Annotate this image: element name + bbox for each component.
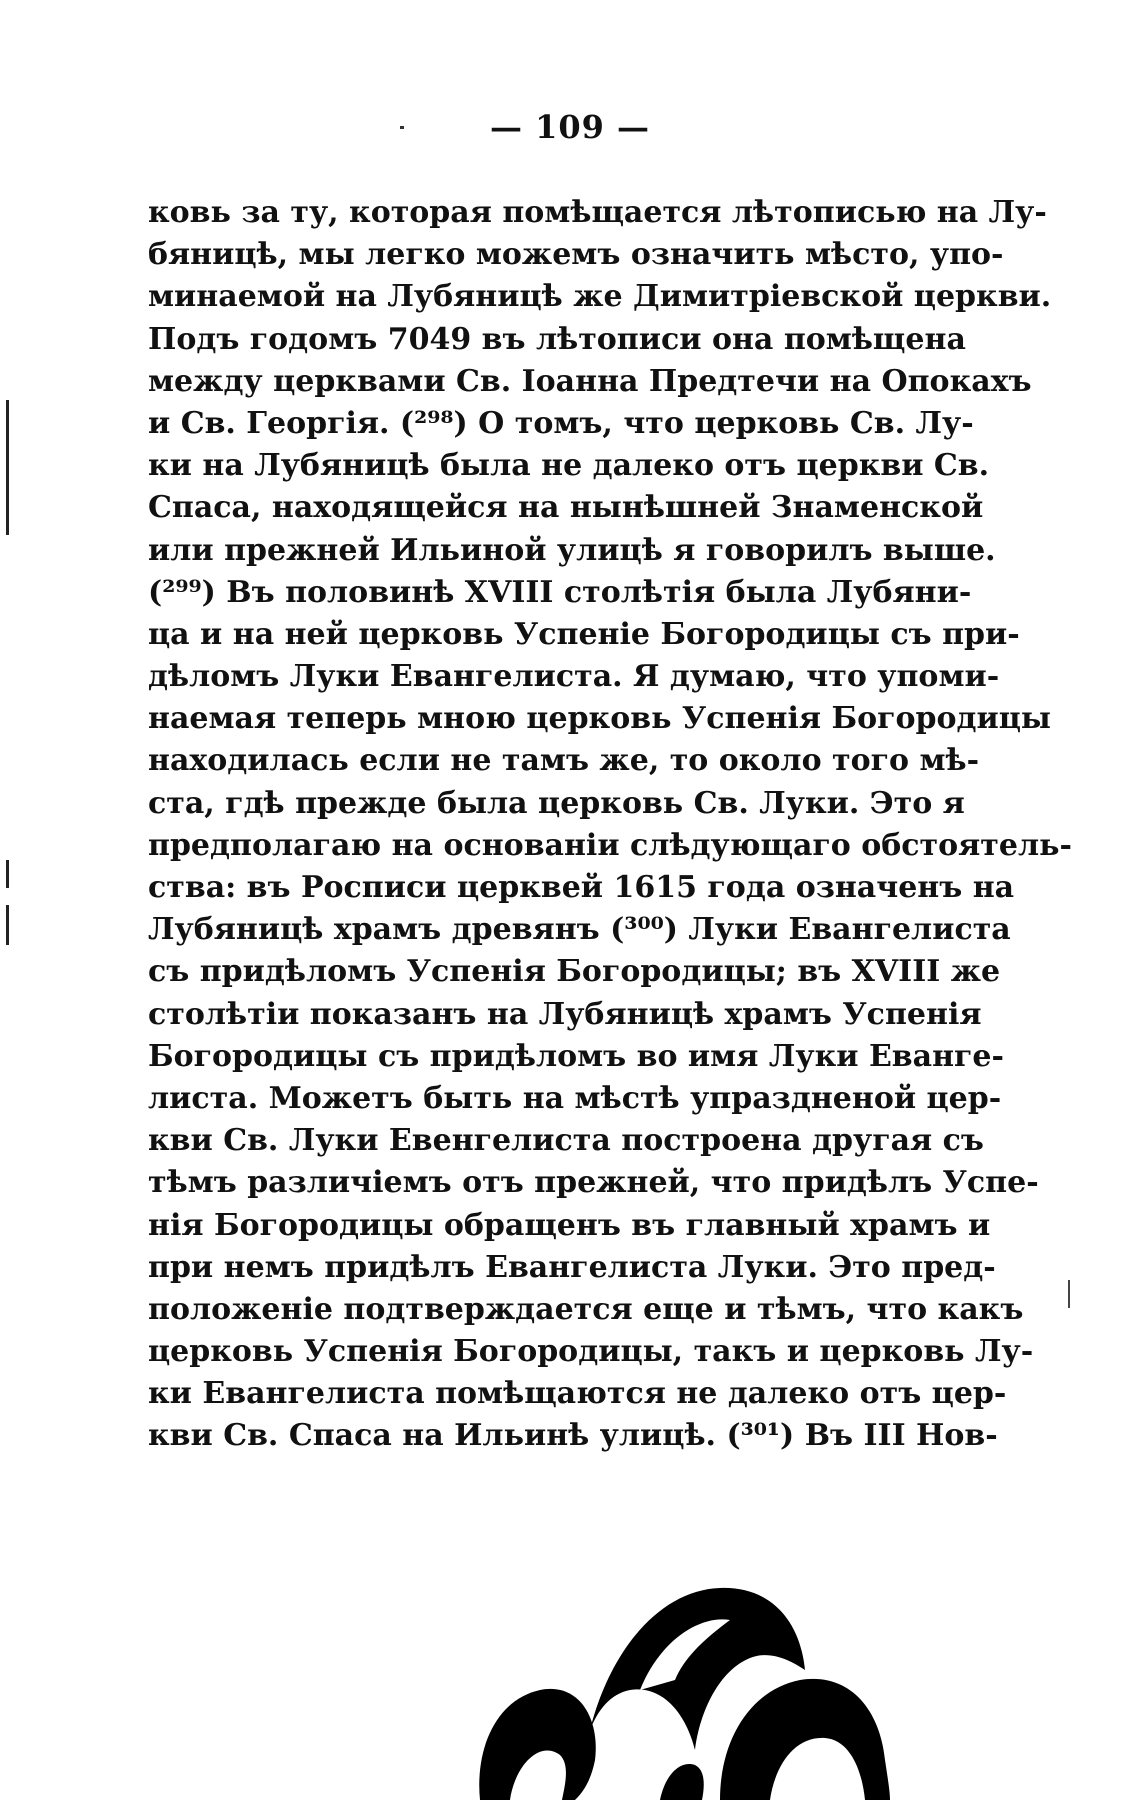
text-line: минаемой на Лубяницѣ же Димитріевской церкви.	[148, 279, 1052, 315]
text-line: кви Св. Спаса на Ильинѣ улицѣ. (³⁰¹) Въ III Нов-	[148, 1418, 998, 1454]
text-line: съ придѣломъ Успенія Богородицы; въ XVIII же	[148, 954, 1001, 990]
text-line: тѣмъ различіемъ отъ прежней, что придѣлъ Успе-	[148, 1165, 1039, 1201]
text-line: при немъ придѣлъ Евангелиста Луки. Это пред-	[148, 1249, 996, 1285]
margin-scan-mark	[6, 400, 9, 535]
body-text	[148, 192, 1072, 1458]
text-line: кви Св. Луки Евенгелиста построена другая съ	[148, 1123, 984, 1159]
text-line: и Св. Георгія. (²⁹⁸) О томъ, что церковь Св. Лу-	[148, 405, 974, 441]
margin-scan-mark	[6, 905, 9, 945]
text-line: листа. Можетъ быть на мѣстѣ упраздненой цер-	[148, 1080, 1002, 1116]
text-line: (²⁹⁹) Въ половинѣ XVIII столѣтія была Лубяни-	[148, 574, 972, 610]
scan-speck	[400, 126, 404, 129]
text-line: ковь за ту, которая помѣщается лѣтописью на Лу-	[148, 195, 1047, 230]
text-line: ца и на ней церковь Успеніе Богородицы съ при-	[148, 616, 1020, 652]
text-line: ки Евангелиста помѣщаются не далеко отъ цер-	[148, 1376, 1007, 1412]
text-line: нія Богородицы обращенъ въ главный храмъ и	[148, 1207, 991, 1243]
text-line: церковь Успенія Богородицы, такъ и церковь Лу-	[148, 1334, 1034, 1370]
text-line: между церквами Св. Іоанна Предтечи на Опокахъ	[148, 363, 1032, 399]
scan-speck	[1068, 1280, 1070, 1308]
text-line: ста, гдѣ прежде была церковь Св. Луки. Это я	[148, 785, 965, 821]
margin-scan-mark	[6, 860, 9, 888]
text-line: Спаса, находящейся на нынѣшней Знаменской	[148, 490, 984, 526]
ink-blot-stamp	[470, 1580, 930, 1800]
text-line: столѣтіи показанъ на Лубяницѣ храмъ Успенія	[148, 996, 982, 1032]
text-line: положеніе подтверждается еще и тѣмъ, что какъ	[148, 1291, 1024, 1327]
text-line: или прежней Ильиной улицѣ я говорилъ выше.	[148, 532, 996, 568]
text-line: дѣломъ Луки Евангелиста. Я думаю, что упоми-	[148, 659, 1000, 695]
page-number: — 109 —	[489, 108, 651, 146]
text-line: предполагаю на основаніи слѣдующаго обстоятель-	[148, 827, 1072, 863]
text-line: ства: въ Росписи церквей 1615 года означенъ на	[148, 870, 1015, 905]
text-line: бяницѣ, мы легко можемъ означить мѣсто, упо-	[148, 237, 1004, 273]
text-line: Подъ годомъ 7049 въ лѣтописи она помѣщена	[148, 321, 966, 357]
text-line: Богородицы съ придѣломъ во имя Луки Еванге-	[148, 1038, 1004, 1074]
text-line: ки на Лубяницѣ была не далеко отъ церкви Св.	[148, 448, 990, 484]
text-line: наемая теперь мною церковь Успенія Богородицы	[148, 701, 1052, 737]
text-line: находилась если не тамъ же, то около того мѣ-	[148, 743, 980, 779]
text-line: Лубяницѣ храмъ древянъ (³⁰⁰) Луки Евангелиста	[148, 912, 1011, 948]
